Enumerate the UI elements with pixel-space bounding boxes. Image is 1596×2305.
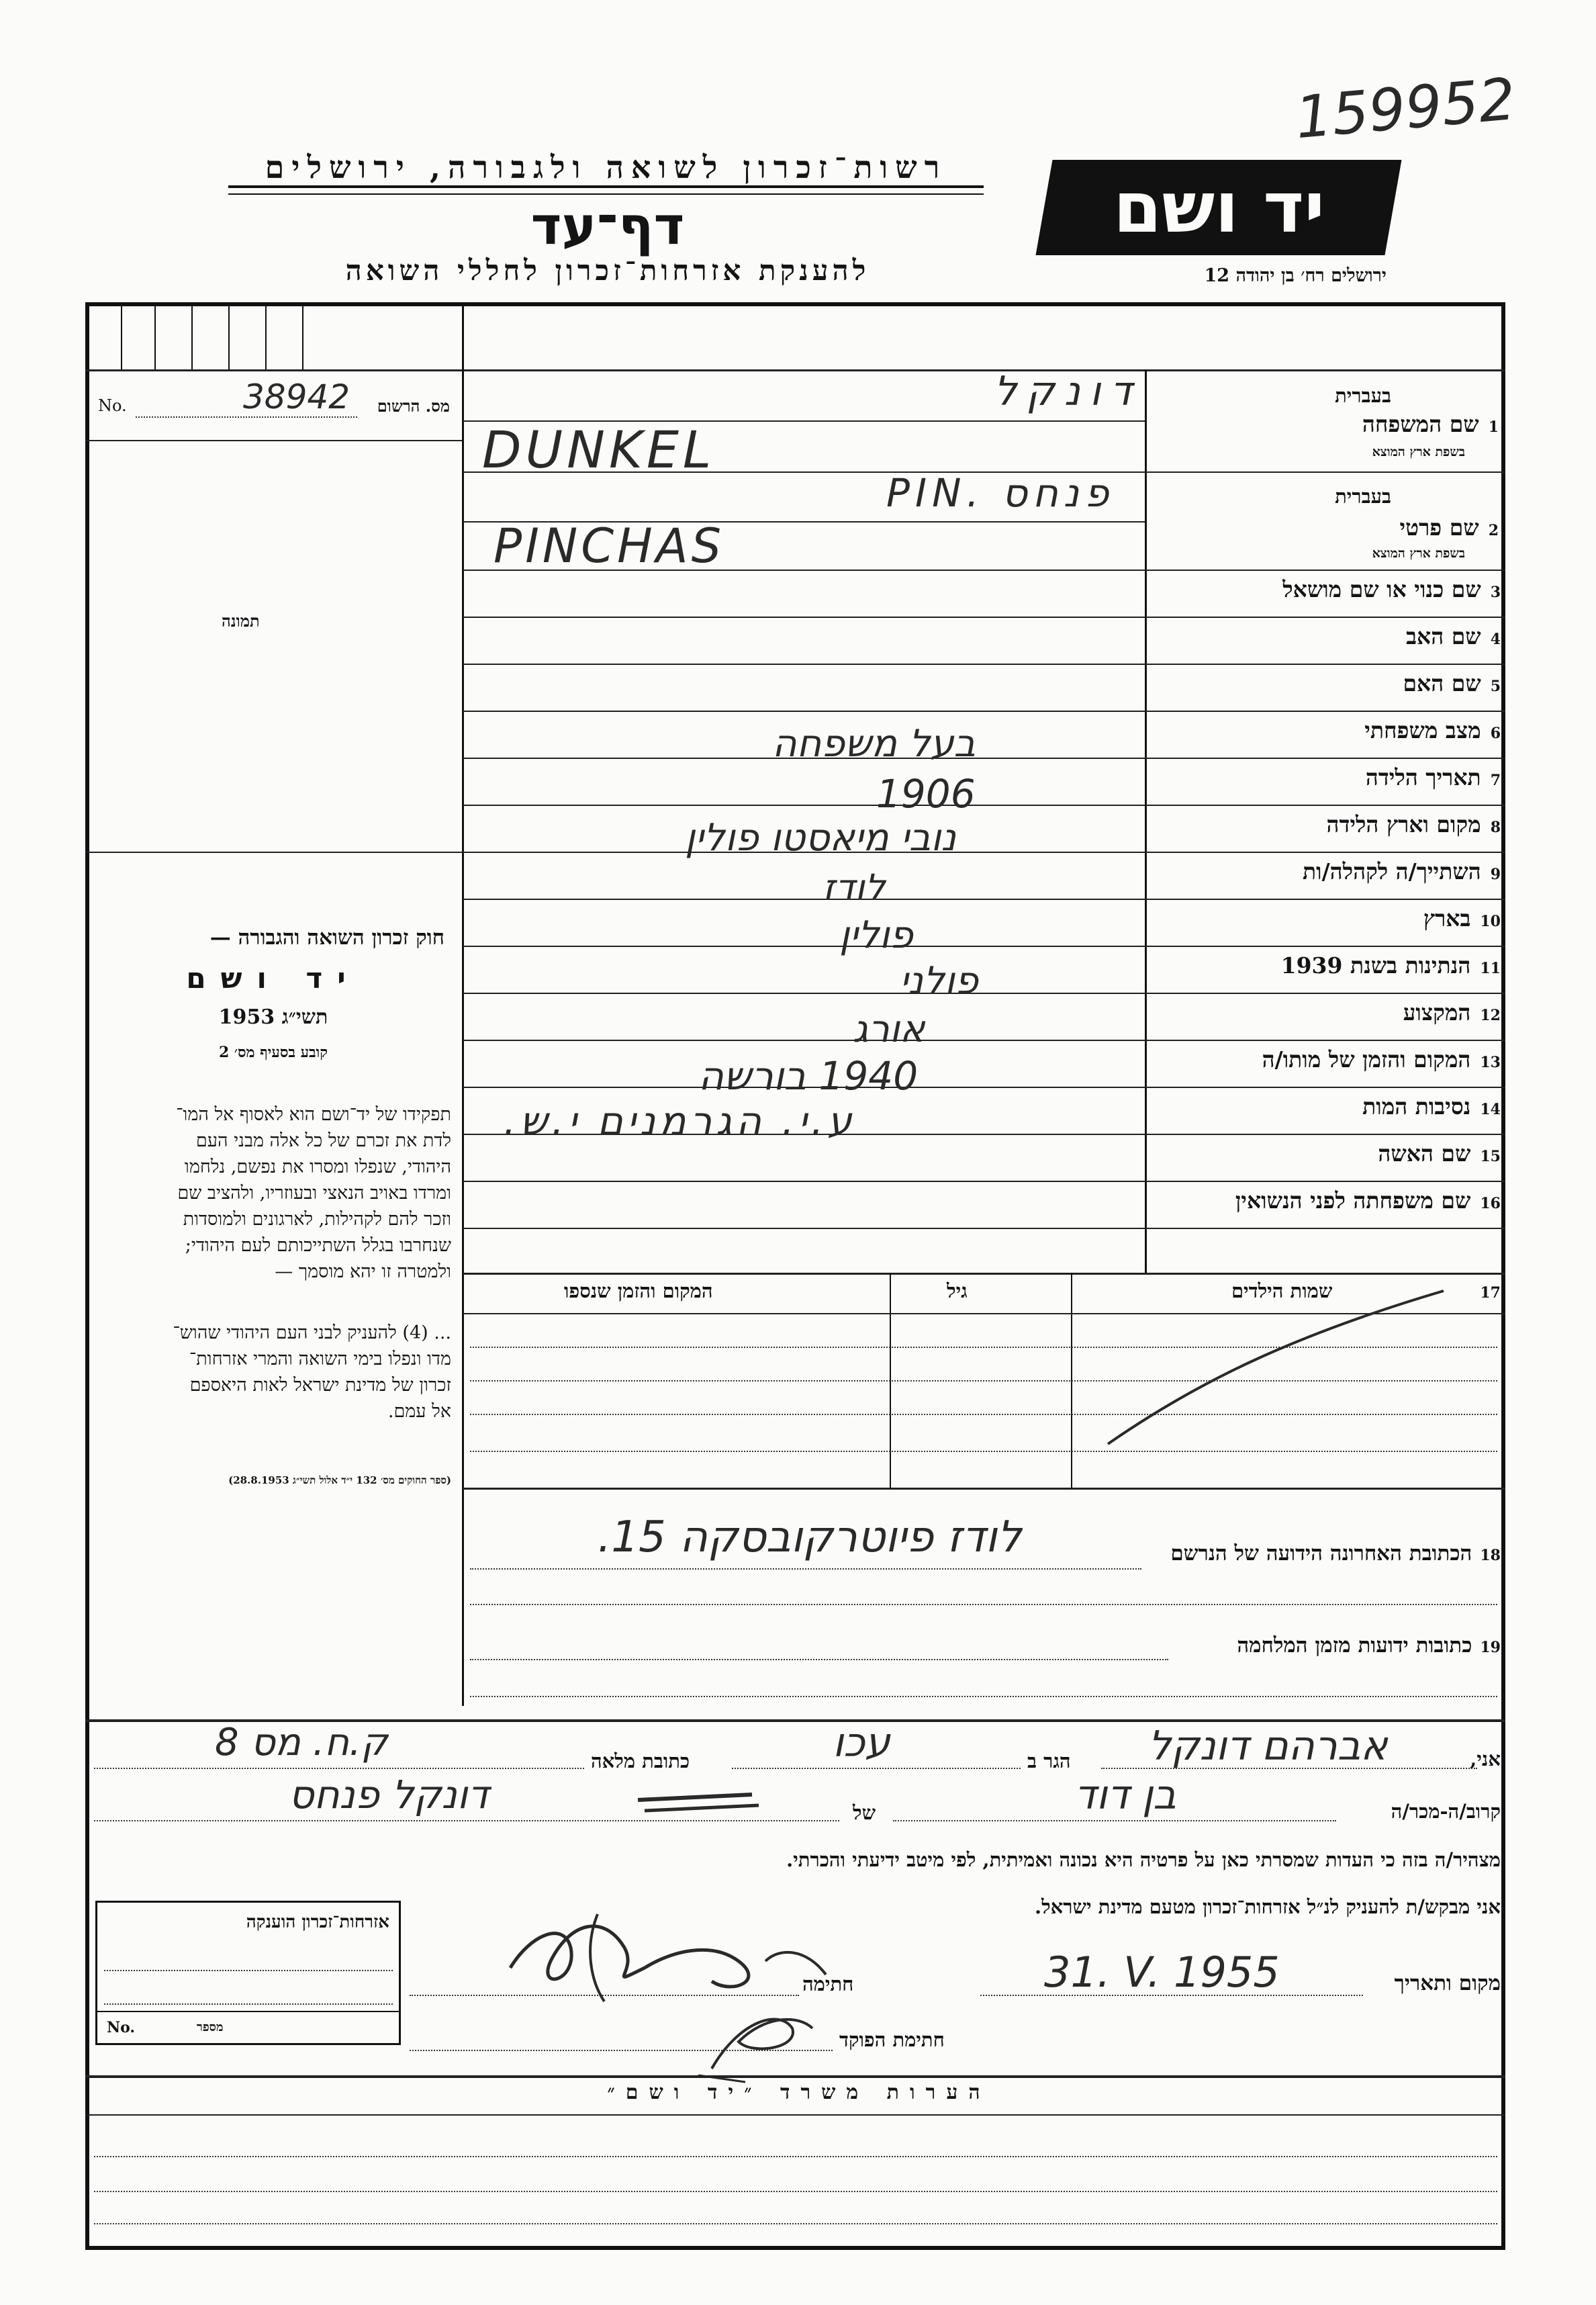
law-line: זכרון של מדינת ישראל לאות היאספם [189,1375,451,1396]
officer-signature-label: חתימת הפוקד [839,2028,945,2051]
form-title: דף־עד [530,196,685,257]
law-line: היהודי, שנפלו ומסרו את נפשם, נלחמו [184,1157,451,1177]
declarant-relation: בן דוד [1074,1772,1176,1819]
field-number: 12 [1480,1007,1501,1024]
registration-value: 38942 [243,377,350,416]
field-label: המקום והזמן של מותו/ה [1262,1046,1471,1073]
field-label: שם האם [1403,670,1481,696]
law-line: וזכר להם לקהילות, לארגונים ולמוסדות [183,1209,451,1230]
field-8-value: נובי מיאסטו פולין [685,816,956,860]
field-2-hebrew: PIN. פנחס [886,470,1115,516]
law-line: תפקידו של יד־ושם הוא לאסוף אל המו־ [176,1104,451,1125]
law-line: שנחרבו בגלל השתייכותם לעם היהודי; [185,1235,451,1256]
field-label: הנתינות בשנת 1939 [1280,952,1471,979]
request-text: אני מבקש/ת להעניק לנ״ל אזרחות־זכרון מטעם מדינת ישראל. [1035,1895,1501,1918]
field-1-origin: DUNKEL [482,420,716,480]
law-line: מדו ונפלו בימי השואה והמרי אזרחות־ [189,1349,451,1369]
office-address: ירושלים רח׳ בן יהודה 12 [1204,265,1387,286]
field-number: 2 [1488,522,1499,539]
field-label: השתייך/ה לקהלה/ות [1303,858,1481,885]
field-7-value: 1906 [876,771,976,817]
declarant-city: עכו [833,1719,890,1766]
field-number: 15 [1480,1148,1501,1165]
field-label: מצב משפחתי [1364,717,1481,743]
field-label: שם פרטי [1399,514,1479,541]
field-number: 8 [1490,819,1501,836]
citizenship-box [95,1901,401,2045]
field-14-value: ע.י. הגרמנים י.ש. [504,1098,856,1144]
relation-label: קרוב/ה-מכר/ה [1391,1800,1501,1823]
column-header: שמות הילדים [1231,1279,1333,1302]
field-number: 16 [1480,1195,1501,1212]
field-2-origin: PINCHAS [494,518,725,574]
of-label: של [853,1801,876,1824]
children-col-age: גיל [947,1279,968,1302]
logo-text: יד ושם [1113,167,1325,248]
hebrew-sublabel: בעברית [1335,384,1391,407]
law-clause: קובע בסעיף מס׳ 2 [218,1044,328,1061]
law-heading: חוק זכרון השואה והגבורה — [209,925,444,950]
archive-number: 159952 [1292,65,1518,152]
photo-label: תמונה [222,611,260,631]
field-number: 4 [1490,631,1501,648]
field-number: 5 [1490,678,1501,695]
field-label: תאריך הלידה [1365,764,1481,790]
field-12-value: אורג [853,1007,925,1051]
field-number: 3 [1490,584,1501,601]
field-label: בארץ [1423,905,1471,932]
of-name: דונקל פנחס [289,1772,489,1817]
form-subtitle: להענקת אזרחות־זכרון לחללי השואה [345,254,870,287]
children-col-place: המקום והזמן שנספו [564,1279,713,1302]
field-number: 6 [1490,725,1501,742]
field-label: שם האב [1406,623,1481,649]
field-number: 11 [1480,960,1501,977]
field-number: 13 [1480,1054,1501,1071]
remarks-title: הערות משרד ״יד ושם״ [607,2081,991,2104]
citizenship-no-label: No. [107,2019,136,2036]
field-label: נסיבות המות [1362,1093,1471,1120]
field-label: שם כנוי או שם מושאל [1282,576,1481,602]
law-line: ולמטרה זו יהא מוסמך — [275,1261,451,1282]
law-name: יד ושם [186,962,361,995]
field-number: 7 [1490,772,1501,789]
last-address-value: לודז פיוטרקובסקה 15. [598,1512,1022,1562]
place-date-label: מקום ותאריך [1394,1971,1501,1995]
field-number: 10 [1480,913,1501,930]
law-line: ומרדו באויב הנאצי ובעוזריו, ולהציב שם [177,1183,451,1204]
hebrew-sublabel: בעברית [1335,485,1391,508]
citizenship-number-label: מספר [197,2020,224,2034]
field-10-value: פולין [839,913,913,957]
field-11-value: פולני [900,959,979,1003]
field-9-value: לודז [823,866,886,909]
declaration-date: 31. V. 1955 [1044,1948,1280,1997]
law-year: תשי״ג 1953 [218,1005,328,1029]
full-address-label: כתובת מלאה [591,1750,690,1772]
law-line: אל עמם. [387,1401,451,1422]
declarant-address: ק.ח. מס 8 [215,1721,388,1764]
field-label: המקצוע [1403,999,1471,1026]
field-1-hebrew: דונקל [994,368,1141,415]
declarant-name: אברהם דונקל [1148,1723,1388,1770]
resides-label: הגר ב [1027,1750,1071,1772]
law-source: (ספר החוקים מס׳ 132 י״ד אלול תשי״ג 28.8.1953) [228,1474,451,1486]
field-label: שם משפחתה לפני הנשואין [1235,1187,1471,1214]
field-number: 9 [1490,866,1501,883]
law-line: ... (4) להעניק לבני העם היהודי שהוש־ [173,1322,451,1343]
signature-label: חתימה [802,1973,854,1995]
origin-sublabel: בשפת ארץ המוצא [1372,445,1465,459]
field-number: 19 [1480,1639,1501,1656]
authority-title: רשות־זכרון לשואה ולגבורה, ירושלים [228,149,984,188]
field-label: שם המשפחה [1362,411,1479,437]
law-line: לדת את זכרם של כל אלה מבני העם [195,1130,451,1151]
field-label: הכתובת האחרונה הידועה של הנרשם [1170,1541,1472,1566]
field-label: שם האשה [1378,1140,1471,1167]
registration-prefix: No. [98,396,127,415]
field-number: 14 [1480,1101,1501,1118]
declaration-text: מצהיר/ה בזה כי העדות שמסרתי כאן על פרטיה היא נכונה ואמיתית, לפי מיטב ידיעתי והכרתי. [786,1848,1501,1871]
field-number: 18 [1480,1547,1501,1564]
declarant-i-label: אני, [1470,1748,1501,1770]
field-number: 17 [1480,1284,1501,1302]
registration-label: מס. הרשום [377,396,450,416]
origin-sublabel: בשפת ארץ המוצא [1372,546,1465,561]
citizenship-box-title: אזרחות־זכרון הוענקה [246,1912,389,1932]
field-label: מקום וארץ הלידה [1326,811,1481,838]
field-label: כתובות ידועות מזמן המלחמה [1237,1633,1472,1658]
field-13-value: 1940 בורשה [698,1053,919,1099]
field-number: 1 [1488,418,1499,436]
field-6-value: בעל משפחה [772,722,976,766]
